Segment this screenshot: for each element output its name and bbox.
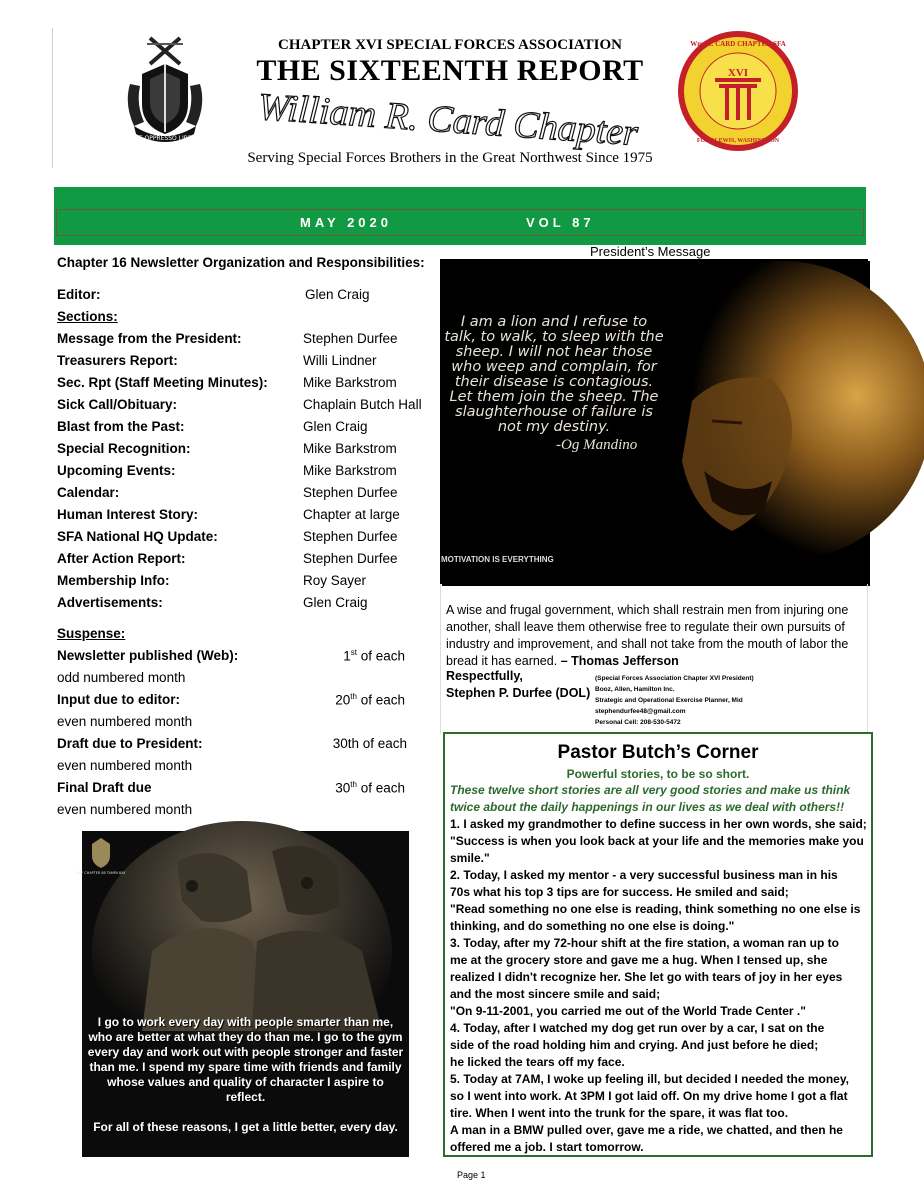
section-row xyxy=(57,573,437,595)
story-line: smile." xyxy=(450,851,490,865)
story-line: 1. I asked my grandmother to define success in her own words, she said; xyxy=(450,817,867,831)
suspense-item-date xyxy=(327,780,405,796)
date-suffix: st xyxy=(350,648,357,657)
date-number: 30 xyxy=(335,780,351,796)
crest-number: XVI xyxy=(727,67,749,79)
lion-quote-text: I am a lion and I refuse to talk, to walk, to sleep with the sheep. I will not hear those who weep and complain, for their disease is contagious. Let them join the sheep. The slaughterhouse of failure is not my destiny. xyxy=(444,314,664,435)
contact-line: Strategic and Operational Exercise Planner, Mid xyxy=(595,697,743,704)
section-label: After Action Report: xyxy=(57,551,186,566)
chapter-script-title xyxy=(238,85,658,155)
section-value: Chapter at large xyxy=(303,507,400,522)
story-line: 3. Today, after my 72-hour shift at the fire station, a woman ran up to xyxy=(450,936,839,950)
section-row xyxy=(57,507,437,529)
issue-month: MAY 2020 xyxy=(300,215,392,230)
story-line: 2. Today, I asked my mentor - a very successful business man in his xyxy=(450,868,838,882)
suspense-label: Suspense: xyxy=(57,626,126,641)
suspense-row xyxy=(57,692,437,714)
section-value: Glen Craig xyxy=(303,595,368,610)
section-label: Human Interest Story: xyxy=(57,507,199,522)
pastor-corner-intro: These twelve short stories are all very good stories and make us think twice about the daily happenings in our lives as we deal with others!! xyxy=(450,783,851,814)
story-line: thinking, and do something no one else is doing." xyxy=(450,919,735,933)
story-line: me at the grocery store and gave me a hug. When I tensed up, she xyxy=(450,953,828,967)
section-label: Calendar: xyxy=(57,485,120,500)
story-line: 5. Today at 7AM, I woke up feeling ill, but decided I needed the money, xyxy=(450,1072,849,1086)
date-number: 20 xyxy=(335,692,351,708)
story-line: side of the road holding him and crying. And just before he died; xyxy=(450,1038,819,1052)
suspense-item-label: Final Draft due xyxy=(57,780,152,795)
suspense-note: even numbered month xyxy=(57,758,193,773)
sections-label-row xyxy=(57,309,437,331)
section-label: SFA National HQ Update: xyxy=(57,529,218,544)
sof-chapter-logo-icon xyxy=(76,836,126,876)
story-line: "Read something no one else is reading, think something no one else is xyxy=(450,902,861,916)
suspense-item-label: Input due to editor: xyxy=(57,692,180,707)
section-value: Roy Sayer xyxy=(303,573,367,588)
date-text: of each xyxy=(356,780,405,796)
section-row xyxy=(57,419,437,441)
contact-line: (Special Forces Association Chapter XVI President) xyxy=(595,675,754,682)
chapter-crest-icon xyxy=(675,28,801,154)
sections-label: Sections: xyxy=(57,309,118,324)
contact-line: Personal Cell: 208-530-5472 xyxy=(595,719,681,726)
section-label: Sick Call/Obituary: xyxy=(57,397,178,412)
section-row xyxy=(57,485,437,507)
suspense-item-label: Newsletter published (Web): xyxy=(57,648,239,663)
story-line: so I went into work. At 3PM I got laid off. On my drive home I got a flat xyxy=(450,1089,848,1103)
section-label: Sec. Rpt (Staff Meeting Minutes): xyxy=(57,375,268,390)
date-suffix: th xyxy=(350,780,357,789)
banner-frame xyxy=(56,209,864,236)
lion-image-caption: MOTIVATION IS EVERYTHING xyxy=(441,555,554,564)
section-label: Special Recognition: xyxy=(57,441,191,456)
section-value: Mike Barkstrom xyxy=(303,375,397,390)
date-text: of each xyxy=(356,648,405,664)
date-suffix: th xyxy=(350,692,357,701)
soldiers-icon xyxy=(82,831,409,1157)
story-line: "Success is when you look back at your life and the memories make you xyxy=(450,834,864,848)
section-value: Mike Barkstrom xyxy=(303,441,397,456)
editor-value: Glen Craig xyxy=(305,287,370,302)
suspense-row xyxy=(57,648,437,670)
section-value: Stephen Durfee xyxy=(303,331,398,346)
suspense-item-date: 30th of each xyxy=(332,736,407,751)
report-title: THE SIXTEENTH REPORT xyxy=(256,54,644,87)
chapter-script-text: William R. Card Chapter xyxy=(256,85,640,155)
section-value: Mike Barkstrom xyxy=(303,463,397,478)
jefferson-quote-text: A wise and frugal government, which shall restrain men from injuring one another, shall leave them otherwise free to regulate their own pursuits of industry and improvement, and shall not take from the mouth of labor the bread it has earned. xyxy=(446,603,849,668)
tagline: Serving Special Forces Brothers in the Great Northwest Since 1975 xyxy=(247,150,653,166)
suspense-row xyxy=(57,736,437,758)
jefferson-author: – Thomas Jefferson xyxy=(560,654,679,668)
section-label: Membership Info: xyxy=(57,573,170,588)
section-row xyxy=(57,441,437,463)
story-line: 4. Today, after I watched my dog get run over by a car, I sat on the xyxy=(450,1021,825,1035)
section-value: Stephen Durfee xyxy=(303,529,398,544)
section-label: Treasurers Report: xyxy=(57,353,178,368)
section-row xyxy=(57,551,437,573)
crest-location: FORT LEWIS, WASHINGTON xyxy=(696,138,780,144)
crest-motto: DE OPPRESSO LIBER xyxy=(134,135,196,142)
story-line: tire. When I went into the trunk for the spare, it was flat too. xyxy=(450,1106,789,1120)
section-value: Chaplain Butch Hall xyxy=(303,397,422,412)
lion-quote-author: -Og Mandino xyxy=(556,437,638,453)
closing: Respectfully, xyxy=(446,669,523,683)
suspense-item-label: Draft due to President: xyxy=(57,736,203,751)
section-value: Stephen Durfee xyxy=(303,485,398,500)
section-label: Upcoming Events: xyxy=(57,463,176,478)
story-line: offered me a job. I start tomorrow. xyxy=(450,1140,644,1154)
sof-logo-text: SOF CHAPTER 88 TAMPA BAY xyxy=(76,871,126,875)
jefferson-quote xyxy=(446,602,862,670)
suspense-label-row xyxy=(57,626,437,648)
story-line: "On 9-11-2001, you carried me out of the World Trade Center ." xyxy=(450,1004,806,1018)
section-label: Blast from the Past: xyxy=(57,419,185,434)
org-name: CHAPTER XVI SPECIAL FORCES ASSOCIATION xyxy=(278,37,622,53)
pastor-corner-title: Pastor Butch’s Corner xyxy=(557,742,759,763)
contact-line: stephendurfee48@gmail.com xyxy=(595,708,686,715)
date-text: of each xyxy=(356,692,405,708)
story-line: realized I didn't recognize her. She let go with tears of joy in her eyes xyxy=(450,970,843,984)
pastor-corner-subtitle: Powerful stories, to be so short. xyxy=(566,767,750,781)
section-row xyxy=(57,463,437,485)
president-heading: President’s Message xyxy=(590,244,711,259)
special-forces-crest-icon xyxy=(122,34,208,144)
section-label: Advertisements: xyxy=(57,595,163,610)
page-number: Page 1 xyxy=(457,1170,486,1180)
suspense-row xyxy=(57,780,437,802)
suspense-item-date xyxy=(327,648,405,664)
section-value: Glen Craig xyxy=(303,419,368,434)
suspense-note: odd numbered month xyxy=(57,670,186,685)
section-row xyxy=(57,595,437,617)
editor-label: Editor: xyxy=(57,287,101,302)
suspense-note: even numbered month xyxy=(57,714,193,729)
section-row xyxy=(57,397,437,419)
contact-line: Booz, Allen, Hamilton Inc. xyxy=(595,686,675,693)
section-label: Message from the President: xyxy=(57,331,242,346)
soldier-quote-closing: For all of these reasons, I get a little better, every day. xyxy=(93,1120,398,1134)
story-line: he licked the tears off my face. xyxy=(450,1055,625,1069)
section-row xyxy=(57,529,437,551)
suspense-item-date xyxy=(327,692,405,708)
story-line: 70s what his top 3 tips are for success. He smiled and said; xyxy=(450,885,789,899)
section-value: Stephen Durfee xyxy=(303,551,398,566)
header-left-rule xyxy=(52,28,53,168)
story-line: and the most sincere smile and said; xyxy=(450,987,661,1001)
issue-volume: VOL 87 xyxy=(526,215,595,230)
editor-row xyxy=(57,287,437,309)
suspense-note: even numbered month xyxy=(57,802,193,817)
president-signature: Stephen P. Durfee (DOL) xyxy=(446,686,591,700)
date-number: 1 xyxy=(343,648,351,664)
section-row xyxy=(57,331,437,353)
soldier-quote-image xyxy=(82,831,409,1157)
organization-heading: Chapter 16 Newsletter Organization and Responsibilities: xyxy=(57,255,425,270)
section-row xyxy=(57,353,437,375)
crest-ring-text: Wm. R. CARD CHAPTER SFA xyxy=(690,40,786,48)
story-line: A man in a BMW pulled over, gave me a ride, we chatted, and then he xyxy=(450,1123,843,1137)
soldier-quote-text: I go to work every day with people smarter than me, who are better at what they do than me. I go to the gym every day and work out with people stronger and faster than me. I spend my spare time with friends and family whose values and quality of character I aspire to reflect. xyxy=(87,1015,404,1104)
section-row xyxy=(57,375,437,397)
section-value: Willi Lindner xyxy=(303,353,377,368)
